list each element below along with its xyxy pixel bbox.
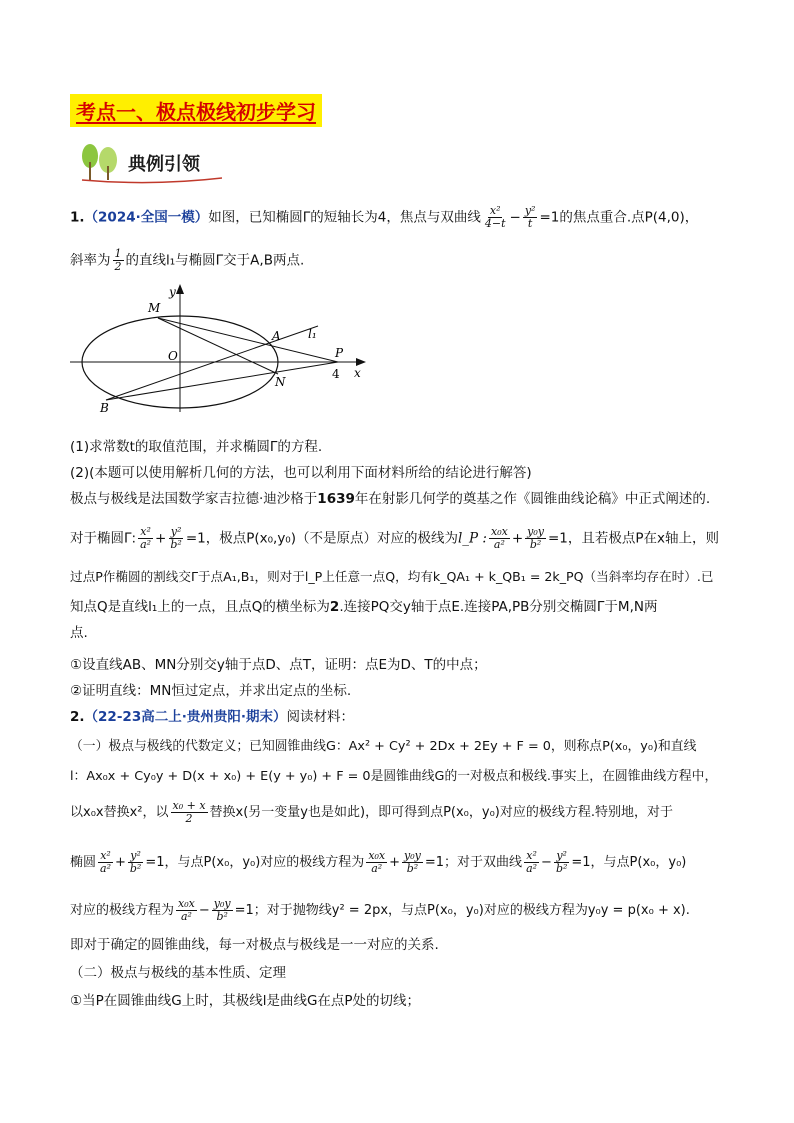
p2-p1b: l：Ax₀x + Cy₀y + D(x + x₀) + E(y + y₀) + F = 0是圆锥曲线G的一对极点和极线.事实上，在圆锥曲线方程中，	[70, 769, 718, 784]
p1-material-3: 过点P作椭圆的割线交Γ于点A₁,B₁，则对于l_P上任意一点Q，均有k_QA₁ + k_QB₁ = 2k_PQ（当斜率均存在时）.已	[70, 569, 714, 584]
p1-material-4: 知点Q是直线l₁上的一点，且点Q的横坐标为2.连接PQ交y轴于点E.连接PA,PB分别交椭圆Γ于M,N两	[70, 599, 658, 615]
p1-q1: (1)求常数t的取值范围，并求椭圆Γ的方程.	[70, 439, 323, 455]
p1-q2: (2)(本题可以使用解析几何的方法，也可以利用下面材料所给的结论进行解答)	[70, 465, 532, 481]
p2-p3: ①当P在圆锥曲线G上时，其极线l是曲线G在点P处的切线；	[70, 993, 421, 1009]
fraction: $\frac{1}{2}$	[114, 247, 122, 273]
p1-sub1: ①设直线AB、MN分别交y轴于点D、点T，证明：点E为D、T的中点；	[70, 657, 487, 673]
fraction: $\frac{\text{y²}}{\text{b²}}$	[129, 849, 142, 875]
fraction: $\frac{\text{x₀x}}{\text{a²}}$	[178, 897, 195, 923]
label-O: O	[168, 349, 178, 363]
label-l1: l₁	[308, 327, 317, 341]
fraction: $\frac{\text{x²}}{\text{a²}}$	[526, 849, 538, 875]
fraction: $\frac{\text{x₀ + x}}{2}$	[172, 799, 206, 825]
p2-line1: 2.（22-23高二上·贵州贵阳·期末）阅读材料：	[70, 709, 354, 725]
fraction: $\frac{\text{x²}}{4-t}$	[484, 204, 506, 230]
fraction: $\frac{\text{y₀y}}{\text{b²}}$	[213, 897, 231, 923]
p2-p1d: 椭圆 $\frac{\text{x²}}{\text{a²}}$ + $\frac{\text{y²}}{\text{b²}}$ =1，与点P(x₀，y₀)对应的极线方程为 $\frac{\text{x₀x}}{\text{a²}}$ + $\frac{\text{y₀y}}{\text{b²}}$ =1；对于双曲线 $\frac{\text{x²}}{\text{a²}}$ − $\frac{\text{y²}}{\text{b²}}$ =1，与点P(x₀，y₀)	[70, 849, 687, 875]
p1-material-2: 对于椭圆Γ: $\frac{\text{x²}}{\text{a²}}$ + $\frac{\text{y²}}{\text{b²}}$ =1，极点P(x₀,y₀)（不是原点）对应的极线为l_P : $\frac{\text{x₀x}}{\text{a²}}$ + $\frac{\text{y₀y}}{\text{b²}}$ =1，且若极点P在x轴上，则	[70, 525, 719, 551]
fraction: $\frac{\text{y₀y}}{\text{b²}}$	[404, 849, 421, 875]
problem-number: 1.	[70, 209, 85, 226]
label-B: B	[100, 401, 109, 412]
p1-material-5: 点.	[70, 625, 88, 641]
p2-p1c: 以x₀x替换x²，以 $\frac{\text{x₀ + x}}{2}$ 替换x(另一变量y也是如此)，即可得到点P(x₀，y₀)对应的极线方程.特别地，对于	[70, 799, 674, 825]
label-A: A	[272, 329, 281, 343]
fraction: $\frac{\text{y²}}{\text{b²}}$	[555, 849, 568, 875]
p1-material-1: 极点与极线是法国数学家吉拉德·迪沙格于1639年在射影几何学的奠基之作《圆锥曲线论稿》中正式阐述的.	[70, 491, 711, 507]
problem-number: 2.	[70, 709, 85, 725]
label-M: M	[148, 301, 161, 315]
problem-source: （2024·全国一模）	[84, 209, 209, 226]
fraction: $\frac{\text{x²}}{\text{a²}}$	[100, 849, 111, 875]
fraction: $\frac{\text{x₀x}}{\text{a²}}$	[368, 849, 386, 875]
label-4: 4	[332, 367, 340, 381]
section-title: 考点一、极点极线初步学习	[70, 94, 322, 127]
p2-p1e: 对应的极线方程为 $\frac{\text{x₀x}}{\text{a²}}$ − $\frac{\text{y₀y}}{\text{b²}}$ =1；对于抛物线y² = 2px，与点P(x₀，y₀)对应的极线方程为y₀y = p(x₀ + x).	[70, 897, 690, 923]
p1-line1: 1.（2024·全国一模）如图，已知椭圆Γ的短轴长为4，焦点与双曲线 $\frac{\text{x²}}{4-t}$ − $\frac{\text{y²}}{t}$ =1的焦点重合.点P(4,0)，	[70, 204, 699, 230]
label-N: N	[275, 375, 286, 389]
p1-sub2: ②证明直线：MN恒过定点，并求出定点的坐标.	[70, 683, 352, 699]
banner-label: 典例引领	[128, 154, 200, 175]
label-P: P	[335, 346, 344, 360]
fraction: $\frac{\text{x₀x}}{\text{a²}}$	[490, 525, 508, 551]
fraction: $\frac{\text{y₀y}}{\text{b²}}$	[527, 525, 544, 551]
p2-p1a: （一）极点与极线的代数定义；已知圆锥曲线G：Ax² + Cy² + 2Dx + 2Ey + F = 0，则称点P(x₀，y₀)和直线	[70, 739, 697, 754]
problem-source: （22-23高二上·贵州贵阳·期末）	[84, 709, 287, 725]
p2-p1f: 即对于确定的圆锥曲线，每一对极点与极线是一一对应的关系.	[70, 937, 439, 953]
fraction: $\frac{\text{x²}}{\text{a²}}$	[140, 525, 152, 551]
ellipse-figure	[70, 282, 370, 412]
label-x: x	[354, 366, 361, 380]
p1-line2: 斜率为 $\frac{1}{2}$ 的直线l₁与椭圆Γ交于A,B两点.	[70, 247, 305, 273]
label-y: y	[169, 285, 176, 299]
p2-p2: （二）极点与极线的基本性质、定理	[70, 965, 286, 981]
fraction: $\frac{\text{y²}}{\text{b²}}$	[170, 525, 182, 551]
fraction: $\frac{\text{y²}}{t}$	[524, 204, 536, 230]
